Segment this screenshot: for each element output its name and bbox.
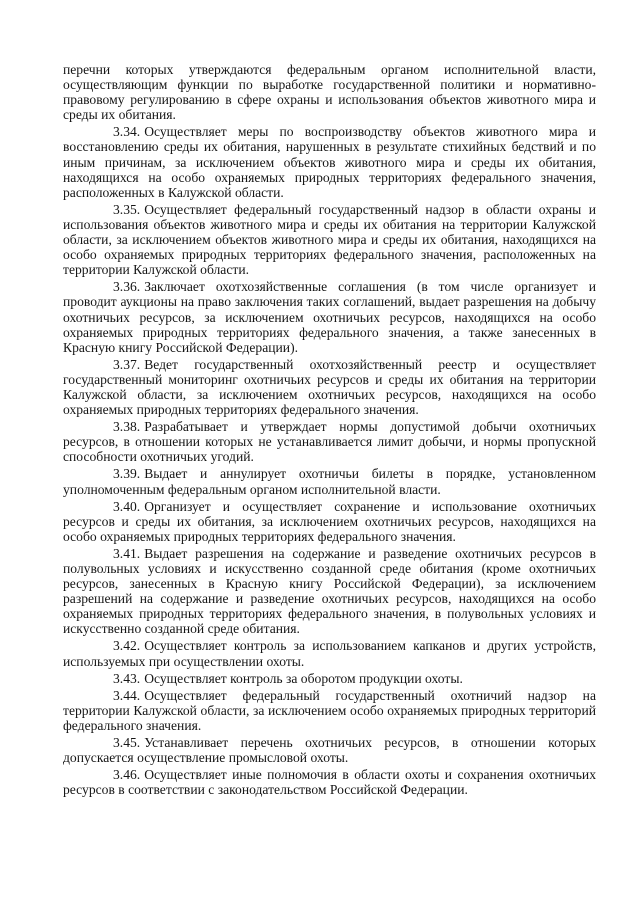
paragraph-3-42 bbox=[63, 638, 596, 668]
paragraph-text: Устанавливает перечень охотничьих ресурсов, в отношении которых допускается осуществление промысловой охоты. bbox=[63, 735, 596, 766]
paragraph-number: 3.39. bbox=[113, 466, 141, 482]
paragraph-text: Осуществляет контроль за оборотом продукции охоты. bbox=[144, 670, 463, 686]
paragraph-number: 3.38. bbox=[113, 419, 141, 435]
paragraph-number: 3.34. bbox=[113, 124, 141, 140]
paragraph-number: 3.45. bbox=[113, 735, 141, 751]
paragraph-number: 3.36. bbox=[113, 279, 141, 295]
paragraph-3-41 bbox=[63, 546, 596, 637]
paragraph-3-40 bbox=[63, 499, 596, 544]
paragraph-number: 3.40. bbox=[113, 498, 141, 514]
paragraph-text: Заключает охотхозяйственные соглашения (в том числе организует и проводит аукционы на право заключения таких соглашений, выдает разрешения на добычу охотничьих ресурсов, за исключением охотничьих ресурсов, находящихся на особо охраняемых природных территориях федерального значения, а также занесенных в Красную книгу Российской Федерации). bbox=[63, 279, 596, 355]
document-page bbox=[63, 62, 596, 799]
paragraph-text: перечни которых утверждаются федеральным органом исполнительной власти, осуществляющим функции по выработке государственной политики и нормативно-правовому регулированию в сфере охраны и использования объектов животного мира и среды их обитания. bbox=[63, 62, 596, 123]
paragraph-3-39 bbox=[63, 466, 596, 496]
paragraph-text: Ведет государственный охотхозяйственный реестр и осуществляет государственный мониторинг охотничьих ресурсов и среды их обитания на территории Калужской области, за исключением охотничьих ресурсов, находящихся на особо охраняемых природных территориях федерального значения. bbox=[63, 356, 596, 418]
paragraph-number: 3.42. bbox=[113, 638, 141, 654]
paragraph-3-34 bbox=[63, 124, 596, 199]
paragraph-text: Выдает разрешения на содержание и разведение охотничьих ресурсов в полувольных условиях и искусственно созданной среде обитания (кроме охотничьих ресурсов, занесенных в Красную книгу Российской Федерации), за исключением разрешений на содержание и разведение охотничьих ресурсов, находящихся на особо охраняемых природных территориях федерального значения, в полувольных условиях и искусственно созданной среде обитания. bbox=[63, 545, 596, 637]
paragraph-text: Выдает и аннулирует охотничьи билеты в порядке, установленном уполномоченным федеральным органом исполнительной власти. bbox=[63, 466, 596, 497]
paragraph-3-36 bbox=[63, 279, 596, 354]
paragraph-3-45 bbox=[63, 735, 596, 765]
paragraph-number: 3.35. bbox=[113, 201, 141, 217]
paragraph-text: Осуществляет контроль за использованием капканов и других устройств, используемых при осуществлении охоты. bbox=[63, 638, 596, 669]
paragraph-text: Осуществляет иные полномочия в области охоты и сохранения охотничьих ресурсов в соответствии с законодательством Российской Федерации. bbox=[63, 767, 596, 798]
paragraph-continuation bbox=[63, 62, 596, 122]
paragraph-3-44 bbox=[63, 688, 596, 733]
paragraph-number: 3.46. bbox=[113, 767, 141, 783]
paragraph-text: Осуществляет меры по воспроизводству объектов животного мира и восстановлению среды их обитания, нарушенных в результате стихийных бедствий и по иным причинам, за исключением объектов животного мира и среды их обитания, находящихся на особо охраняемых природных территориях федерального значения, расположенных в Калужской области. bbox=[63, 124, 596, 200]
paragraph-3-35 bbox=[63, 202, 596, 277]
paragraph-number: 3.44. bbox=[113, 687, 141, 703]
paragraph-3-43 bbox=[63, 671, 596, 686]
paragraph-text: Организует и осуществляет сохранение и использование охотничьих ресурсов и среды их обитания, за исключением охотничьих ресурсов, находящихся на особо охраняемых природных территориях федерального значения. bbox=[63, 498, 596, 544]
paragraph-number: 3.43. bbox=[113, 670, 141, 686]
paragraph-number: 3.41. bbox=[113, 545, 141, 561]
paragraph-text: Разрабатывает и утверждает нормы допустимой добычи охотничьих ресурсов, в отношении которых не устанавливается лимит добычи, и нормы пропускной способности охотничьих угодий. bbox=[63, 419, 596, 465]
paragraph-3-38 bbox=[63, 419, 596, 464]
paragraph-number: 3.37. bbox=[113, 356, 141, 372]
paragraph-3-37 bbox=[63, 357, 596, 417]
paragraph-text: Осуществляет федеральный государственный надзор в области охраны и использования объектов животного мира и среды их обитания на территории Калужской области, за исключением объектов животного мира и среды их обитания, находящихся на особо охраняемых природных территориях федерального значения, расположенных на территории Калужской области. bbox=[63, 201, 596, 278]
paragraph-3-46 bbox=[63, 767, 596, 797]
paragraph-text: Осуществляет федеральный государственный охотничий надзор на территории Калужской области, за исключением особо охраняемых природных территорий федерального значения. bbox=[63, 687, 596, 733]
